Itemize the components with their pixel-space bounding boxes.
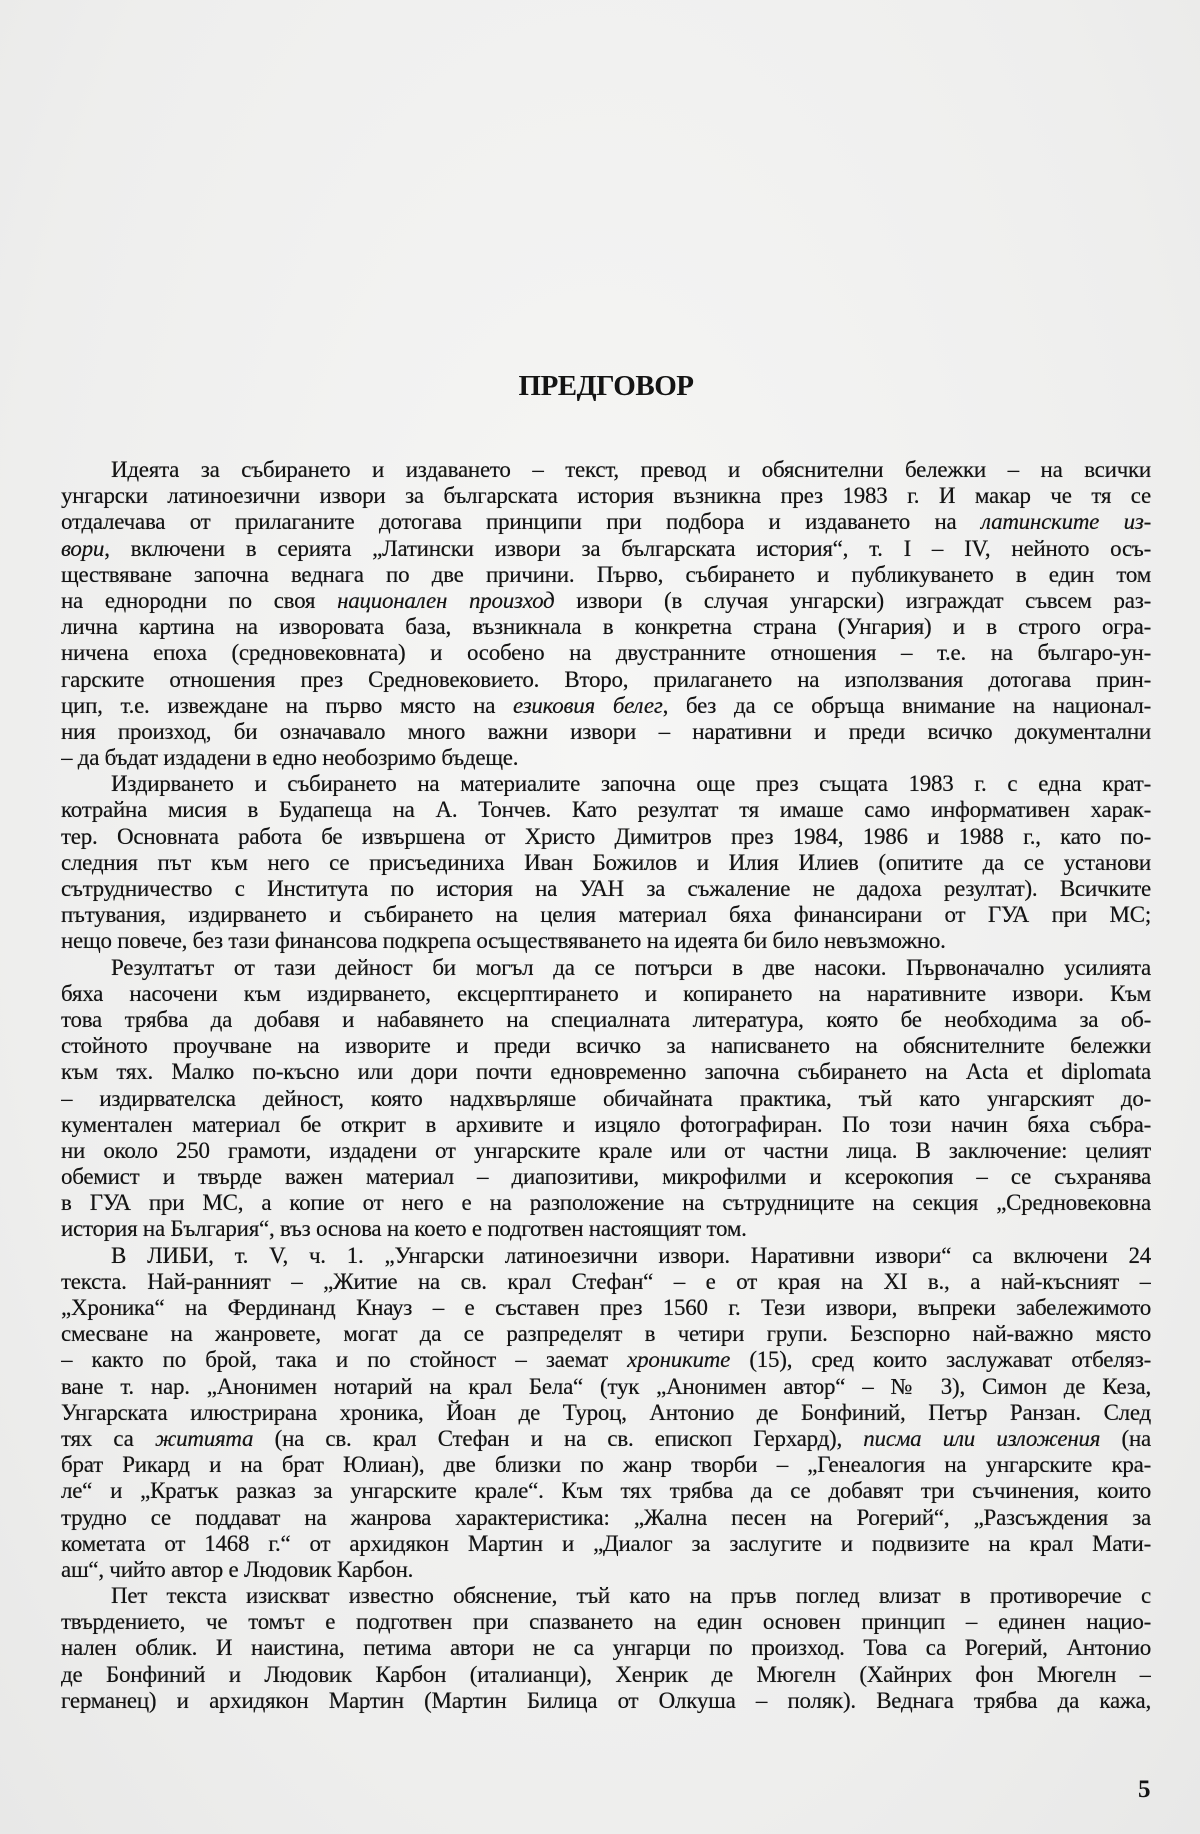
text-segment: кументален материал бе открит в архивите и изцяло фотографиран. По този начин бяха събра- xyxy=(61,1111,1151,1137)
text-segment: нещо повече, без тази финансова подкрепа осъществяването на идеята би било невъзможно. xyxy=(61,928,946,954)
italic-text: вори xyxy=(61,535,105,561)
body-text xyxy=(61,457,1151,1714)
paragraph-1-line xyxy=(61,483,1151,509)
paragraph-2-line xyxy=(61,824,1151,850)
text-segment: на еднородни по своя xyxy=(61,587,338,613)
text-segment: обемист и твърде важен материал – диапозитиви, микрофилми и ксерокопия – се съхранява xyxy=(61,1164,1151,1190)
text-segment: – както по брой, така и по стойност – заемат xyxy=(61,1347,628,1373)
paragraph-4-line xyxy=(61,1374,1151,1400)
text-segment: – издирвателска дейност, която надхвърляше обичайната практика, тъй като унгарският до- xyxy=(61,1085,1151,1111)
text-segment: ле“ и „Кратък разказ за унгарските крале“. Към тях трябва да се добавят три съчинения, които xyxy=(61,1478,1151,1504)
paragraph-5-line xyxy=(61,1662,1151,1688)
paragraph-3-line xyxy=(61,1059,1151,1085)
paragraph-4-line xyxy=(61,1347,1151,1373)
paragraph-2-line xyxy=(61,850,1151,876)
paragraph-4-line xyxy=(61,1452,1151,1478)
text-segment: в ГУА при МС, а копие от него е на разположение на сътрудниците на секция „Средновековна xyxy=(61,1190,1151,1216)
paragraph-1-line xyxy=(61,536,1151,562)
paragraph-4-line xyxy=(61,1321,1151,1347)
paragraph-4-line xyxy=(61,1505,1151,1531)
paragraph-1-line xyxy=(61,667,1151,693)
text-segment: брат Рикард и на брат Юлиан), две близки по жанр творби – „Генеалогия на унгарските кра- xyxy=(61,1452,1151,1478)
paragraph-1-line xyxy=(61,719,1151,745)
paragraph-1-line xyxy=(61,614,1151,640)
text-segment: нален облик. И наистина, петима автори не са унгарци по произход. Това са Рогерий, Антонио xyxy=(61,1635,1151,1661)
paragraph-3-line xyxy=(61,1086,1151,1112)
text-segment: тях са xyxy=(61,1425,155,1451)
text-segment: (15), сред които заслужават отбеляз- xyxy=(730,1347,1151,1373)
text-segment: сътрудничество с Института по история на УАН за съжаление не дадоха резултат). Всичките xyxy=(61,876,1151,901)
text-segment: Издирването и събирането на материалите започна още през същата 1983 г. с една крат- xyxy=(111,771,1151,797)
paragraph-2-line xyxy=(61,902,1151,928)
text-segment: Резултатът от тази дейност би могъл да се потърси в две насоки. Първоначално усилията xyxy=(111,954,1151,980)
paragraph-4-line xyxy=(61,1478,1151,1504)
text-segment: история на България“, въз основа на което е подготвен настоящият том. xyxy=(61,1216,747,1242)
paragraph-2-line xyxy=(61,771,1151,797)
text-segment: гарските отношения през Средновековието. Второ, прилагането на използвания дотогава прин- xyxy=(61,666,1151,692)
paragraph-2-line xyxy=(61,876,1151,902)
paragraph-4-line xyxy=(61,1531,1151,1557)
paragraph-1-line xyxy=(61,745,1151,771)
text-segment: тер. Основната работа бе извършена от Христо Димитров през 1984, 1986 и 1988 г., като по- xyxy=(61,823,1151,849)
paragraph-3-line xyxy=(61,981,1151,1007)
text-segment: смесване на жанровете, могат да се разпределят в четири групи. Безспорно най-важно място xyxy=(61,1321,1151,1347)
paragraph-4-line xyxy=(61,1400,1151,1426)
text-segment: котрайна мисия в Будапеща на А. Тончев. Като резултат тя имаше само информативен харак- xyxy=(61,797,1151,823)
text-segment: следния път към него се присъединиха Иван Божилов и Илия Илиев (опитите да се установи xyxy=(61,849,1151,875)
paragraph-4-line xyxy=(61,1243,1151,1269)
italic-text: латинските из- xyxy=(981,509,1151,535)
text-segment: , без да се обръща внимание на национал- xyxy=(662,692,1151,718)
text-segment: ни около 250 грамоти, издадени от унгарските крале или от частни лица. В заключение: целият xyxy=(61,1137,1151,1163)
paragraph-2-line xyxy=(61,928,1151,954)
text-segment: текста. Най-ранният – „Житие на св. крал Стефан“ – е от края на XI в., а най-късният – xyxy=(61,1268,1151,1294)
text-segment: бяха насочени към издирването, ексцерптирането и копирането на наративните извори. Към xyxy=(61,980,1151,1006)
italic-text: житията xyxy=(154,1425,254,1451)
text-segment: твърдението, че томът е подготвен при спазването на един основен принцип – единен нацио- xyxy=(61,1609,1151,1635)
paragraph-1-line xyxy=(61,640,1151,666)
paragraph-1-line xyxy=(61,509,1151,535)
text-segment: Идеята за събирането и издаването – текст, превод и обяснителни бележки – на всички xyxy=(111,457,1151,482)
text-segment: отдалечава от прилаганите дотогава принципи при подбора и издаването на xyxy=(61,509,982,535)
paragraph-5-line xyxy=(61,1635,1151,1661)
paragraph-3-line xyxy=(61,955,1151,981)
text-segment: (на xyxy=(1100,1425,1151,1451)
text-segment: това трябва да добавя и набавянето на специалната литература, която бе необходима за об- xyxy=(61,1006,1151,1032)
paragraph-3-line xyxy=(61,1216,1151,1242)
text-segment: Унгарската илюстрирана хроника, Йоан де Туроц, Антонио де Бонфиний, Петър Ранзан. След xyxy=(61,1399,1151,1425)
paragraph-2-line xyxy=(61,797,1151,823)
page-title: ПРЕДГОВОР xyxy=(518,370,694,402)
paragraph-4-line xyxy=(61,1269,1151,1295)
text-segment: стойното проучване на изворите и преди всичко за написването на обяснителните бележки xyxy=(61,1033,1151,1059)
text-segment: извори (в случая унгарски) изграждат съвсем раз- xyxy=(554,587,1151,613)
text-segment: Пет текста изискват известно обяснение, тъй като на пръв поглед влизат в противоречие с xyxy=(111,1583,1151,1609)
text-segment: германец) и архидякон Мартин (Мартин Билица от Олкуша – поляк). Веднага трябва да кажа, xyxy=(61,1687,1151,1713)
paragraph-4-line xyxy=(61,1426,1151,1452)
paragraph-1-line xyxy=(61,562,1151,588)
paragraph-1-line xyxy=(61,588,1151,614)
paragraph-1-line xyxy=(61,693,1151,719)
paragraph-5-line xyxy=(61,1583,1151,1609)
text-segment: В ЛИБИ, т. V, ч. 1. „Унгарски латиноезични извори. Наративни извори“ са включени 24 xyxy=(111,1242,1151,1268)
text-segment: ществяване започна веднага по две причини. Първо, събирането и публикуването в един том xyxy=(61,561,1151,587)
italic-text: хрониките xyxy=(627,1347,731,1373)
paragraph-1-line xyxy=(61,457,1151,483)
text-segment: ване т. нар. „Анонимен нотарий на крал Бела“ (тук „Анонимен автор“ – № 3), Симон де Кеза, xyxy=(61,1373,1151,1399)
paragraph-3-line xyxy=(61,1112,1151,1138)
paragraph-3-line xyxy=(61,1164,1151,1190)
page-number: 5 xyxy=(1138,1776,1151,1803)
paragraph-4-line xyxy=(61,1557,1151,1583)
italic-text: писма или изложения xyxy=(863,1425,1101,1451)
text-segment: де Бонфиний и Людовик Карбон (италианци), Хенрик де Мюгелн (Хайнрих фон Мюгелн – xyxy=(61,1661,1151,1687)
text-segment: цип, т.е. извеждане на първо място на xyxy=(61,692,514,718)
paragraph-5-line xyxy=(61,1609,1151,1635)
text-segment: лична картина на изворовата база, възникнала в конкретна страна (Унгария) и в строго огра- xyxy=(61,614,1151,640)
paragraph-4-line xyxy=(61,1295,1151,1321)
text-segment: аш“, чийто автор е Людовик Карбон. xyxy=(61,1556,414,1582)
paragraph-5-line xyxy=(61,1688,1151,1714)
text-segment: – да бъдат издадени в едно необозримо бъдеще. xyxy=(61,745,519,771)
paragraph-3-line xyxy=(61,1033,1151,1059)
paragraph-3-line xyxy=(61,1007,1151,1033)
italic-text: езиковия белег xyxy=(513,692,663,718)
text-segment: , включени в серията „Латински извори за българската история“, т. I – IV, нейното осъ- xyxy=(104,535,1151,561)
text-segment: ния произход, би означавало много важни извори – наративни и преди всичко документални xyxy=(61,718,1151,744)
text-segment: (на св. крал Стефан и на св. епископ Герхард), xyxy=(253,1425,864,1451)
text-segment: унгарски латиноезични извори за българската история възникна през 1983 г. И макар че тя се xyxy=(61,483,1151,509)
paragraph-3-line xyxy=(61,1138,1151,1164)
text-segment: „Хроника“ на Фердинанд Кнауз – е съставен през 1560 г. Тези извори, въпреки забележимото xyxy=(61,1295,1151,1320)
italic-text: национален произход xyxy=(337,587,555,613)
text-segment: ничена епоха (средновековната) и особено на двустранните отношения – т.е. на българо-ун- xyxy=(61,640,1151,666)
text-segment: трудно се поддават на жанрова характеристика: „Жална песен на Рогерий“, „Разсъждения за xyxy=(61,1504,1151,1530)
paragraph-3-line xyxy=(61,1190,1151,1216)
text-segment: пътувания, издирването и събирането на целия материал бяха финансирани от ГУА при МС; xyxy=(61,902,1151,928)
text-segment: кометата от 1468 г.“ от архидякон Мартин и „Диалог за заслугите и подвизите на крал Мати- xyxy=(61,1530,1151,1556)
text-segment: към тях. Малко по-късно или дори почти едновременно започна събирането на Acta et diplomata xyxy=(61,1059,1151,1085)
